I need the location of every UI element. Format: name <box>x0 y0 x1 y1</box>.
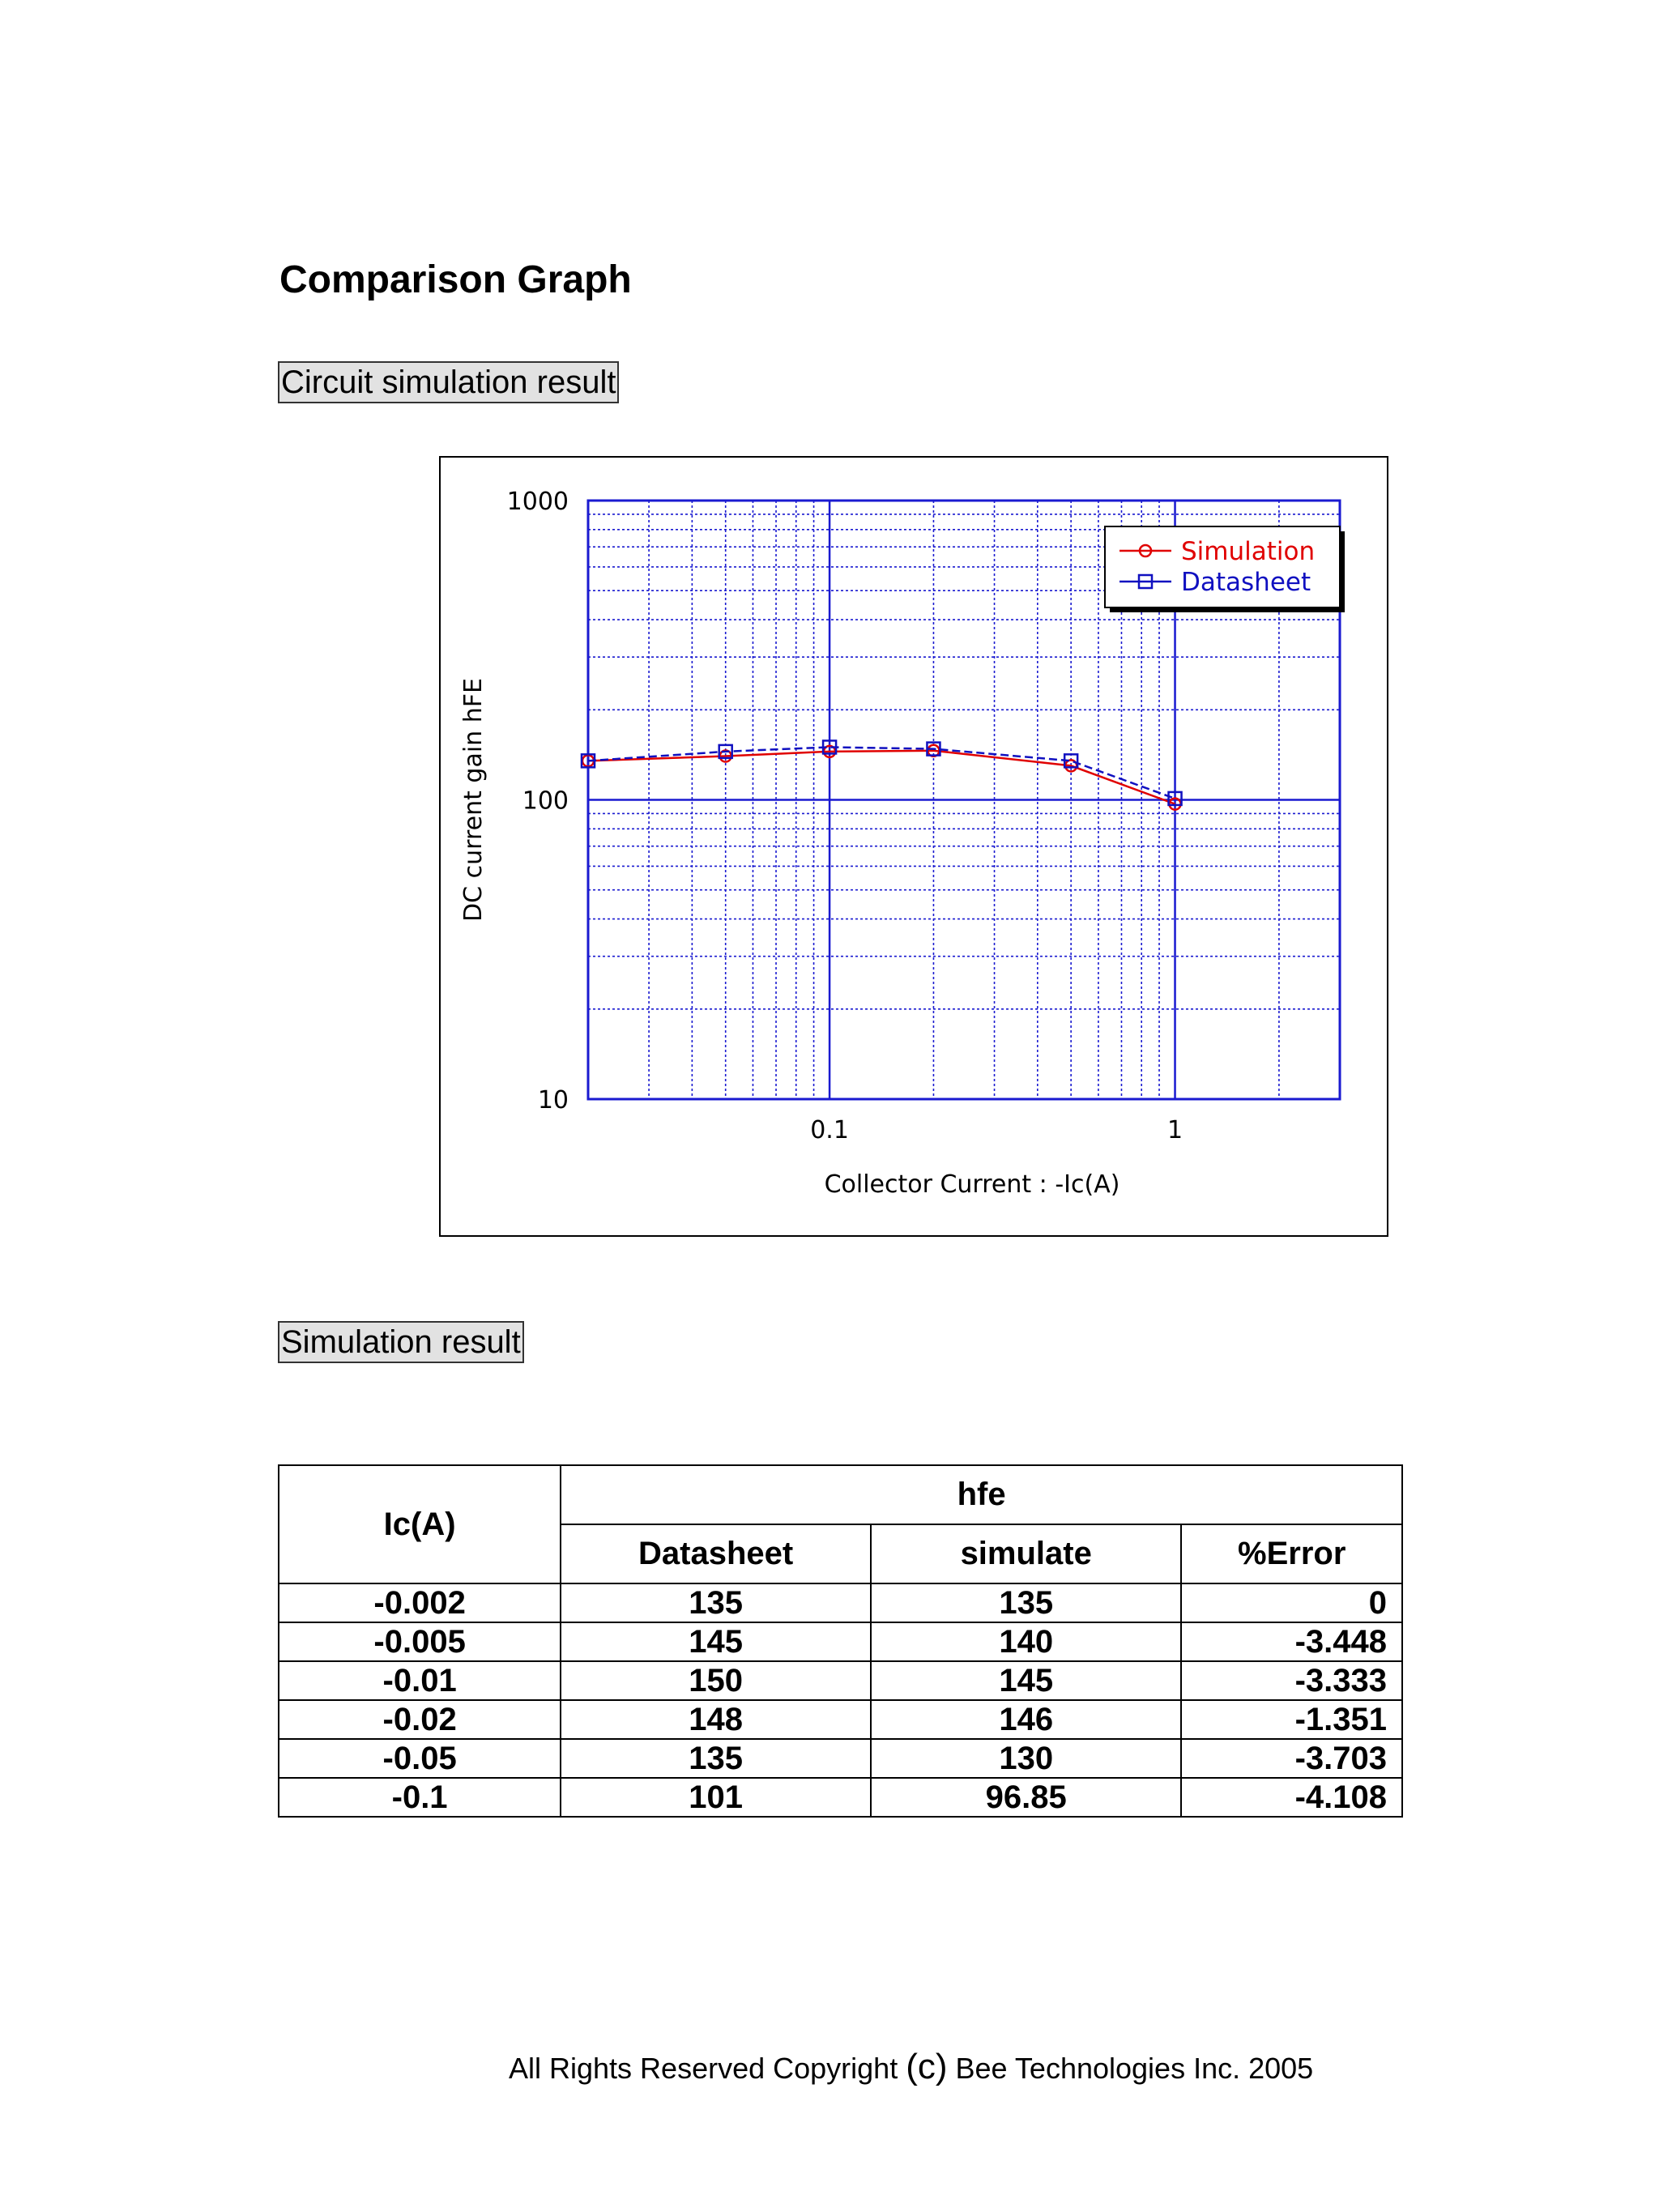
table-row <box>279 1622 1402 1661</box>
x-axis-label: Collector Current : -Ic(A) <box>824 1170 1120 1199</box>
header-error: %Error <box>1181 1524 1402 1583</box>
circuit-simulation-label: Circuit simulation result <box>278 361 619 403</box>
cell-simulate: 146 <box>871 1700 1181 1739</box>
legend-label-simulation: Simulation <box>1181 537 1316 566</box>
copyright-footer <box>509 2048 1313 2088</box>
hfe-chart <box>441 458 1387 1235</box>
cell-ic: -0.01 <box>279 1661 561 1700</box>
cell-datasheet: 145 <box>561 1622 871 1661</box>
cell-simulate: 140 <box>871 1622 1181 1661</box>
cell-error: -3.703 <box>1181 1739 1402 1778</box>
cell-simulate: 145 <box>871 1661 1181 1700</box>
x-tick-label: 1 <box>1166 1116 1183 1144</box>
cell-datasheet: 150 <box>561 1661 871 1700</box>
cell-ic: -0.005 <box>279 1622 561 1661</box>
table-row <box>279 1739 1402 1778</box>
cell-datasheet: 101 <box>561 1778 871 1817</box>
table-row <box>279 1661 1402 1700</box>
footer-prefix: All Rights Reserved Copyright <box>509 2052 906 2085</box>
table-row <box>279 1583 1402 1622</box>
copyright-symbol: (c) <box>906 2047 948 2086</box>
hfe-chart-frame <box>439 456 1388 1237</box>
table-row <box>279 1700 1402 1739</box>
y-tick-label: 10 <box>537 1086 569 1115</box>
cell-datasheet: 148 <box>561 1700 871 1739</box>
results-table <box>278 1464 1403 1818</box>
footer-suffix: Bee Technologies Inc. 2005 <box>947 2052 1314 2085</box>
cell-error: -1.351 <box>1181 1700 1402 1739</box>
series-line-simulation <box>588 751 1175 804</box>
page-title: Comparison Graph <box>279 258 632 301</box>
legend-label-datasheet: Datasheet <box>1181 568 1311 597</box>
table-row <box>279 1778 1402 1817</box>
cell-ic: -0.1 <box>279 1778 561 1817</box>
cell-error: 0 <box>1181 1583 1402 1622</box>
series-line-datasheet <box>588 747 1175 798</box>
header-simulate: simulate <box>871 1524 1181 1583</box>
cell-error: -3.448 <box>1181 1622 1402 1661</box>
cell-ic: -0.02 <box>279 1700 561 1739</box>
simulation-result-label: Simulation result <box>278 1321 524 1363</box>
x-tick-label: 0.1 <box>810 1116 849 1144</box>
y-tick-label: 1000 <box>506 488 569 516</box>
cell-simulate: 135 <box>871 1583 1181 1622</box>
header-datasheet: Datasheet <box>561 1524 871 1583</box>
cell-error: -4.108 <box>1181 1778 1402 1817</box>
cell-datasheet: 135 <box>561 1739 871 1778</box>
cell-datasheet: 135 <box>561 1583 871 1622</box>
cell-error: -3.333 <box>1181 1661 1402 1700</box>
y-tick-label: 100 <box>522 786 569 816</box>
cell-ic: -0.05 <box>279 1739 561 1778</box>
header-hfe: hfe <box>561 1465 1402 1524</box>
cell-ic: -0.002 <box>279 1583 561 1622</box>
header-ic: Ic(A) <box>279 1465 561 1583</box>
y-axis-label: DC current gain hFE <box>459 678 488 922</box>
cell-simulate: 130 <box>871 1739 1181 1778</box>
cell-simulate: 96.85 <box>871 1778 1181 1817</box>
